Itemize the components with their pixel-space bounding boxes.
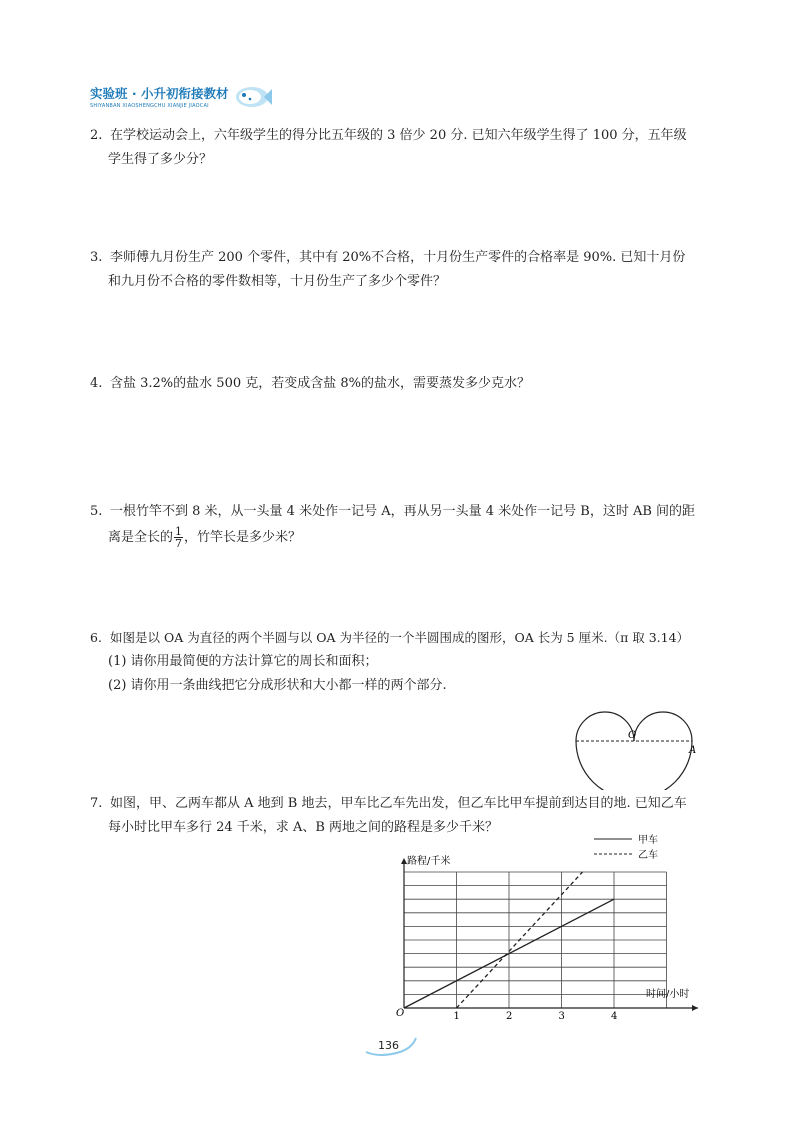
chart-legend — [594, 834, 658, 861]
label-a: A — [689, 745, 697, 756]
question-4 — [90, 372, 702, 396]
x-tick-labels — [454, 1011, 618, 1020]
x-axis-label: 时间/小时 — [646, 989, 690, 1000]
page-number-badge — [360, 1032, 420, 1058]
question-text: 学生得了多少分？ — [108, 152, 213, 167]
legend-label: 乙车 — [638, 850, 658, 861]
question-text: 如图，甲、乙两车都从 A 地到 B 地去，甲车比乙车先出发，但乙车比甲车提前到达目的地. 已知乙车 — [110, 796, 687, 811]
question-text: 离是全长的 — [108, 530, 174, 545]
question-number: 5. — [90, 504, 103, 519]
y-axis-label: 路程/千米 — [407, 856, 451, 867]
question-text: 如图是以 OA 为直径的两个半圆与以 OA 为半径的一个半圆围成的图形，OA 长为 5 厘米.（π 取 3.14） — [110, 630, 690, 645]
x-tick-label: 3 — [558, 1011, 565, 1020]
header-title: 实验班 · 小升初衔接教材 — [90, 86, 229, 101]
page-number: 136 — [378, 1039, 399, 1052]
question-text: 李师傅九月份生产 200 个零件，其中有 20%不合格，十月份生产零件的合格率是 90%. 已知十月份 — [110, 250, 686, 265]
semicircle-figure — [570, 688, 710, 790]
sub-question-2: (2) 请你用一条曲线把它分成形状和大小都一样的两个部分. — [108, 678, 447, 693]
question-number: 7. — [90, 796, 103, 811]
x-tick-label: 2 — [506, 1011, 513, 1020]
question-number: 4. — [90, 376, 103, 391]
sub-question-1: (1) 请你用最简便的方法计算它的周长和面积； — [108, 654, 378, 669]
question-text: 每小时比甲车多行 24 千米，求 A、B 两地之间的路程是多少千米？ — [108, 820, 499, 835]
question-text: 在学校运动会上，六年级学生的得分比五年级的 3 倍少 20 分. 已知六年级学生得了 100 分，五年级 — [110, 128, 687, 143]
question-number: 6. — [90, 630, 102, 645]
fraction-denominator: 7 — [175, 537, 183, 550]
question-5 — [90, 500, 702, 550]
fraction-numerator: 1 — [175, 525, 183, 538]
legend-label: 甲车 — [638, 835, 658, 846]
question-number: 3. — [90, 250, 103, 265]
question-text: 一根竹竿不到 8 米，从一头量 4 米处作一记号 A，再从另一头量 4 米处作一记号 B，这时 AB 间的距 — [110, 504, 696, 519]
origin-label: O — [396, 1008, 405, 1019]
big-semicircle — [576, 741, 692, 790]
question-2 — [90, 124, 702, 172]
x-axis-arrow-icon — [692, 1005, 698, 1011]
question-3 — [90, 246, 702, 294]
question-number: 2. — [90, 128, 103, 143]
page-header — [88, 82, 288, 118]
question-text: 和九月份不合格的零件数相等，十月份生产了多少个零件？ — [108, 274, 447, 289]
left-small-semicircle — [576, 712, 637, 741]
distance-time-chart — [380, 830, 710, 1020]
fish-logo-icon — [228, 82, 272, 112]
question-text: ，竹竿长是多少米？ — [184, 530, 302, 545]
fraction — [174, 526, 183, 549]
header-subtitle: SHIYANBAN XIAOSHENGCHU XIANJIE JIAOCAI — [90, 103, 209, 109]
x-tick-label: 1 — [453, 1011, 460, 1020]
right-small-semicircle — [634, 712, 692, 741]
x-tick-label: 4 — [611, 1011, 618, 1020]
label-o: O — [628, 730, 637, 741]
question-text: 含盐 3.2%的盐水 500 克，若变成含盐 8%的盐水，需要蒸发多少克水？ — [110, 376, 530, 391]
